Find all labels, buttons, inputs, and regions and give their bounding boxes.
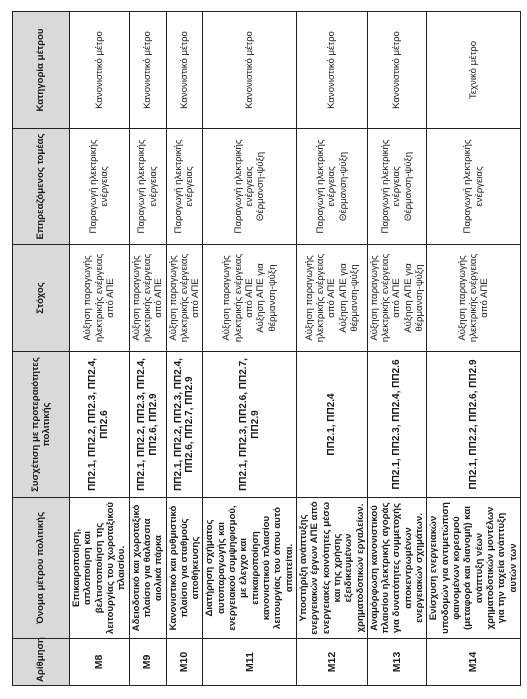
- goal-line: Αύξηση ΑΠΕ για θέρμανση-ψύξη: [337, 263, 360, 333]
- measure-code: M9: [129, 639, 166, 686]
- measure-category: Τεχνικό μέτρο: [427, 12, 521, 129]
- goal-cell: [427, 245, 521, 352]
- policy-link: ΠΠ2.1, ΠΠ2.2, ΠΠ2.3, ΠΠ2.4, ΠΠ2.6, ΠΠ2.7, ΠΠ2.9: [166, 352, 203, 498]
- goal-line: Αύξηση παραγωγής ηλεκτρικής ενέργειας από ΑΠΕ: [303, 253, 338, 343]
- goal-line: Αύξηση παραγωγής ηλεκτρικής ενέργειας από ΑΠΕ: [221, 253, 256, 343]
- header-measure-category: Κατηγορία μέτρου: [13, 12, 70, 129]
- table-row: [203, 12, 297, 686]
- measure-category: Κανονιστικό μέτρο: [70, 12, 130, 129]
- measure-name: Αδειοδοτικό και χωροταξικό πλαίσιο για θαλάσσια αιολικά πάρκα: [129, 498, 166, 639]
- policy-link: ΠΠ2.1, ΠΠ2.3, ΠΠ2.6, ΠΠ2.7, ΠΠ2.9: [203, 352, 297, 498]
- measure-code: M11: [203, 639, 297, 686]
- measure-category: Κανονιστικό μέτρο: [296, 12, 367, 129]
- sector-line: Παραγωγή ηλεκτρικής ενέργειας: [232, 139, 256, 234]
- table-row: [296, 12, 367, 686]
- sector-line: Παραγωγή ηλεκτρικής ενέργειας: [462, 139, 485, 234]
- sector-line: Παραγωγή ηλεκτρικής ενέργειας: [380, 139, 403, 234]
- sector-line: Παραγωγή ηλεκτρικής ενέργειας: [173, 139, 196, 234]
- sector-cell: [70, 129, 130, 245]
- sector-line: Παραγωγή ηλεκτρικής ενέργειας: [87, 139, 111, 234]
- sector-cell: [427, 129, 521, 245]
- goal-line: Αύξηση ΑΠΕ για θέρμανση-ψύξη: [255, 263, 278, 333]
- goal-line: Αύξηση παραγωγής ηλεκτρικής ενέργειας από ΑΠΕ: [82, 253, 116, 343]
- sector-cell: [367, 129, 427, 245]
- measure-name: Διατήρηση σχήματος αυτοπαραγωγής και ενεργειακού συμψηφισμού, με έλεγχο και επικαιροποίηση κανονιστικού πλαισίου λειτουργίας του όπου αυτό απαιτείται.: [203, 498, 297, 639]
- measure-code: M13: [367, 639, 427, 686]
- sector-line: Θέρμανση-ψύξη: [337, 151, 349, 222]
- goal-line: Αύξηση παραγωγής ηλεκτρικής ενέργειας από ΑΠΕ: [368, 253, 403, 343]
- sector-cell: [296, 129, 367, 245]
- table-row: [427, 12, 521, 686]
- measure-name: Κανονιστικό και ρυθμιστικό πλαίσιο για σταθμούς αποθήκευσης: [166, 498, 203, 639]
- measure-code: M8: [70, 639, 130, 686]
- measure-code: M12: [296, 639, 367, 686]
- table-row: [166, 12, 203, 686]
- policy-link: ΠΠ2.1, ΠΠ2.2, ΠΠ2.6, ΠΠ2.9: [427, 352, 521, 498]
- goal-cell: [70, 245, 130, 352]
- goal-line: Αύξηση παραγωγής ηλεκτρικής ενέργειας από ΑΠΕ: [456, 253, 491, 343]
- goal-cell: [166, 245, 203, 352]
- policy-link: ΠΠ2.1, ΠΠ2.3, ΠΠ2.4, ΠΠ2.6: [367, 352, 427, 498]
- measure-name: Επικαιροποίηση, απλοποίηση και βελτιστοποίηση της λειτουργίας του χωροταξικού πλαισίου.: [70, 498, 130, 639]
- measure-name: Αναμόρφωση κανονιστικού πλαισίου ηλεκτρικής αγοράς για δυνατότητες συμμετοχής αποκεντρωμένων ενεργειακών σχημάτων.: [367, 498, 427, 639]
- goal-cell: [367, 245, 427, 352]
- sector-cell: [129, 129, 166, 245]
- policy-link: ΠΠ2.1, ΠΠ2.2, ΠΠ2.3, ΠΠ2.4, ΠΠ2.6, ΠΠ2.9: [129, 352, 166, 498]
- sector-line: Θέρμανση-ψύξη: [255, 151, 267, 222]
- sector-line: Παραγωγή ηλεκτρικής ενέργειας: [136, 139, 159, 234]
- sector-cell: [203, 129, 297, 245]
- measure-name: Υποστήριξη ανάπτυξης ενεργειακών έργων ΑΠΕ από ενεργειακές κοινότητες μέσω και της χρήσης εξειδικευμένων χρηματοδοτικών εργαλείων.: [296, 498, 367, 639]
- header-policy-link: Συσχέτιση με προτεραιότητες πολιτικής: [13, 352, 70, 498]
- header-number: Αρίθμηση: [13, 639, 70, 686]
- measure-code: M10: [166, 639, 203, 686]
- measure-name: Ενίσχυση ενεργειακών υποδομών για αντιμετώπιση φαινομένων κορεσμού (μεταφορά και διανομή) και ανάπτυξη νέων χρηματοδοτικών μοντέλων για την ταχεία ανάπτυξη αυτών των: [427, 498, 521, 639]
- goal-cell: [203, 245, 297, 352]
- sector-cell: [166, 129, 203, 245]
- sector-line: Θέρμανση-ψύξη: [402, 151, 414, 222]
- header-goal: Στόχος: [13, 245, 70, 352]
- sector-line: Παραγωγή ηλεκτρικής ενέργειας: [314, 139, 338, 234]
- goal-line: Αύξηση παραγωγής ηλεκτρικής ενέργειας από ΑΠΕ: [167, 253, 202, 343]
- header-measure-name: Όνομα μέτρου πολιτικής: [13, 498, 70, 639]
- table-header-row: [13, 12, 70, 686]
- goal-cell: [129, 245, 166, 352]
- goal-cell: [296, 245, 367, 352]
- measure-category: Κανονιστικό μέτρο: [367, 12, 427, 129]
- goal-line: Αύξηση ΑΠΕ για θέρμανση-ψύξη: [402, 263, 426, 333]
- measure-category: Κανονιστικό μέτρο: [166, 12, 203, 129]
- measure-category: Κανονιστικό μέτρο: [129, 12, 166, 129]
- header-affected-sector: Επηρεαζόμενος τομέας: [13, 129, 70, 245]
- policy-measures-table: [12, 11, 521, 686]
- table-row: [129, 12, 166, 686]
- policy-link: ΠΠ2.1, ΠΠ2.2, ΠΠ2.3, ΠΠ2.4, ΠΠ2.6: [70, 352, 130, 498]
- policy-link: ΠΠ2.1, ΠΠ2.4: [296, 352, 367, 498]
- table-row: [70, 12, 130, 686]
- rotated-table-container: [12, 12, 520, 686]
- measure-code: M14: [427, 639, 521, 686]
- table-row: [367, 12, 427, 686]
- goal-line: Αύξηση παραγωγής ηλεκτρικής ενέργειας από ΑΠΕ: [130, 253, 165, 343]
- measure-category: Κανονιστικό μέτρο: [203, 12, 297, 129]
